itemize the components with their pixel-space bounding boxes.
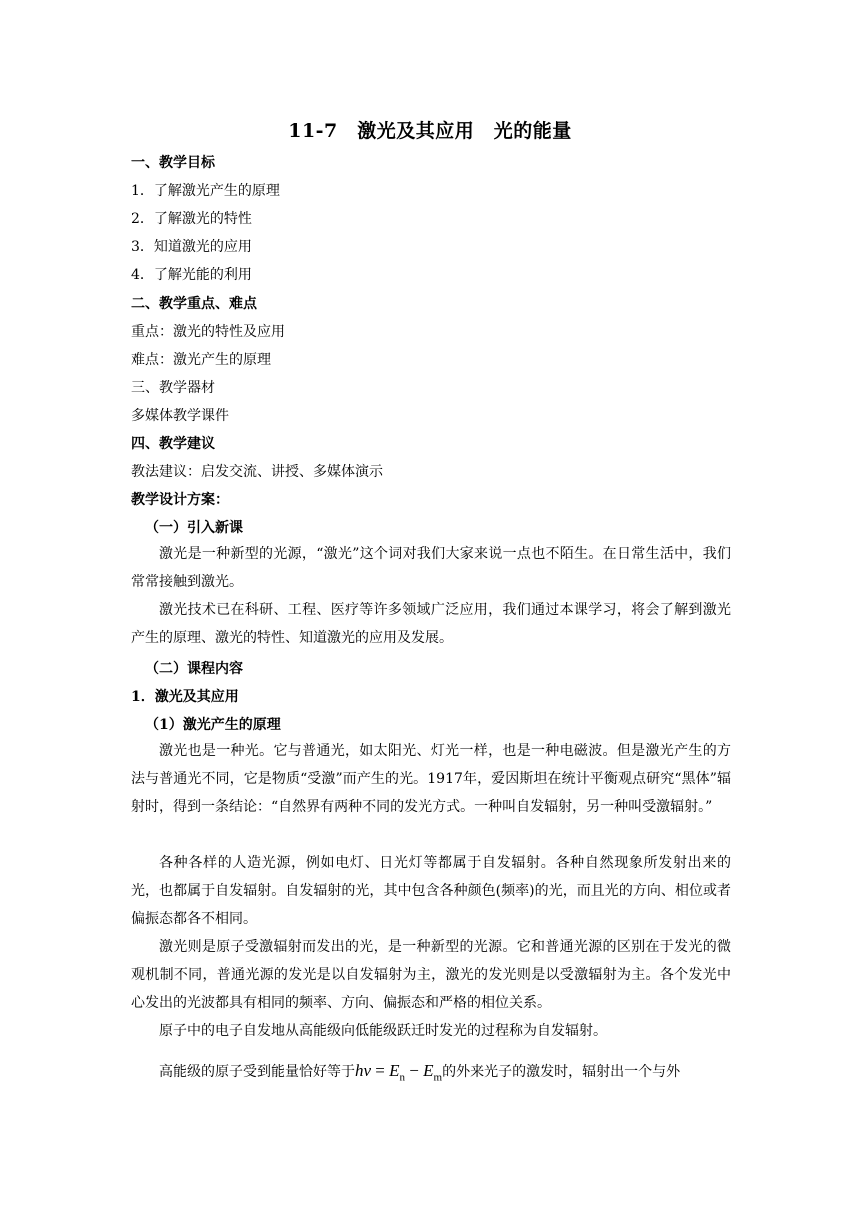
page-title: 11-7 激光及其应用 光的能量	[288, 120, 572, 142]
equipment-text: 多媒体教学课件	[131, 408, 229, 424]
section-heading-objectives: 一、教学目标	[131, 155, 215, 171]
formula-text-before: 高能级的原子受到能量恰好等于	[159, 1064, 355, 1080]
formula-minus: −	[405, 1061, 424, 1080]
section-heading-suggestions: 四、教学建议	[131, 436, 215, 452]
subheading-laser-applications: 1．激光及其应用	[131, 689, 239, 705]
paragraph-laser-is-light: 激光也是一种光。它与普通光，如太阳光、灯光一样，也是一种电磁波。但是激光产生的方法与普通光不同，它是物质“受激”而产生的光。1917年，爱因斯坦在统计平衡观点研究“黑体”辐射时，得到一条结论：“自然界有两种不同的发光方式。一种叫自发辐射，另一种叫受激辐射。”	[131, 743, 731, 815]
formula-e-n: E	[389, 1061, 400, 1080]
formula-equals: =	[371, 1061, 390, 1080]
intro-heading: （一）引入新课	[145, 520, 243, 536]
photon-energy-formula	[355, 1061, 443, 1084]
formula-text-after: 的外来光子的激发时，辐射出一个与外	[442, 1064, 681, 1080]
objective-item-4: 4．了解光能的利用	[131, 267, 252, 283]
design-plan-heading: 教学设计方案：	[131, 492, 229, 508]
formula-sub-n: n	[399, 1071, 406, 1084]
intro-paragraph-2: 激光技术已在科研、工程、医疗等许多领域广泛应用，我们通过本课学习，将会了解到激光产生的原理、激光的特性、知道激光的应用及发展。	[131, 602, 731, 646]
section-heading-equipment: 三、教学器材	[131, 380, 215, 396]
paragraph-spontaneous-definition: 原子中的电子自发地从高能级向低能级跃迁时发光的过程称为自发辐射。	[159, 1023, 607, 1039]
suggestion-text: 教法建议：启发交流、讲授、多媒体演示	[131, 464, 383, 480]
formula-sub-m: m	[433, 1071, 443, 1084]
section-heading-key-points: 二、教学重点、难点	[131, 296, 257, 312]
paragraph-spontaneous-sources: 各种各样的人造光源，例如电灯、日光灯等都属于自发辐射。各种自然现象所发射出来的光，也都属于自发辐射。自发辐射的光，其中包含各种颜色(频率)的光，而且光的方向、相位或者偏振态都各不相同。	[131, 855, 731, 927]
key-point-text: 重点：激光的特性及应用	[131, 324, 285, 340]
formula-e-m: E	[423, 1061, 434, 1080]
formula-lhs: hν	[355, 1061, 372, 1080]
course-content-heading: （二）课程内容	[145, 661, 243, 677]
difficult-point-text: 难点：激光产生的原理	[131, 352, 271, 368]
objective-item-3: 3．知道激光的应用	[131, 239, 252, 255]
paragraph-photon-excitation	[131, 1061, 731, 1087]
paragraph-stimulated-emission: 激光则是原子受激辐射而发出的光，是一种新型的光源。它和普通光源的区别在于发光的微观机制不同，普通光源的发光是以自发辐射为主，激光的发光则是以受激辐射为主。各个发光中心发出的光波都具有相同的频率、方向、偏振态和严格的相位关系。	[131, 939, 731, 1011]
intro-paragraph-1: 激光是一种新型的光源，“激光”这个词对我们大家来说一点也不陌生。在日常生活中，我们常常接触到激光。	[131, 546, 731, 590]
objective-item-1: 1．了解激光产生的原理	[131, 183, 280, 199]
objective-item-2: 2．了解激光的特性	[131, 211, 252, 227]
subheading-laser-principle: （1）激光产生的原理	[145, 717, 281, 733]
